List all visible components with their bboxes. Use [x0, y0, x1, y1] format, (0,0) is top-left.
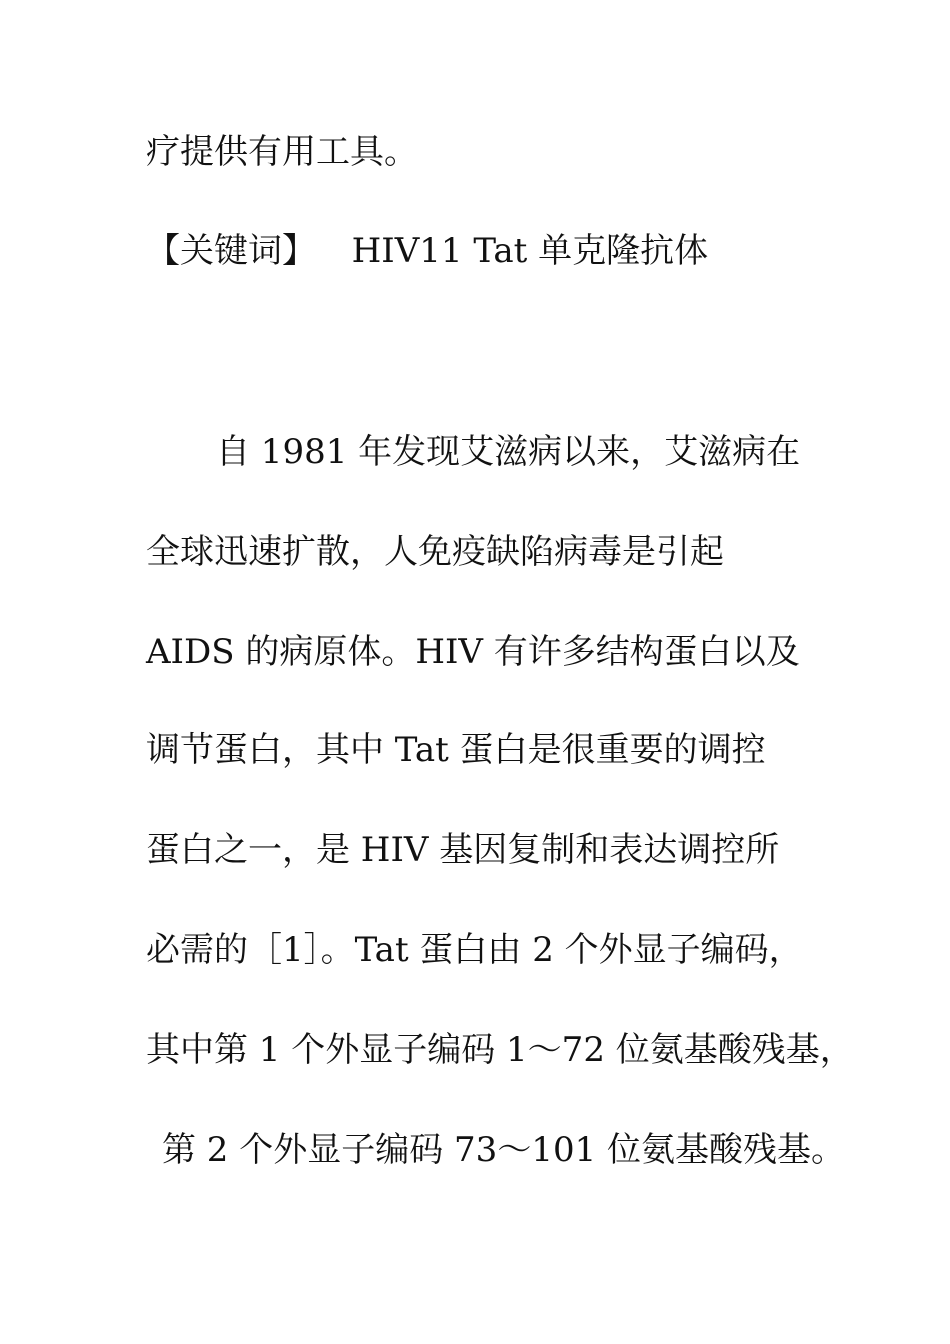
body-line-2: 全球迅速扩散，人免疫缺陷病毒是引起 [146, 532, 724, 572]
abstract-tail-line: 疗提供有用工具。 [146, 132, 418, 172]
body-line-3: AIDS 的病原体。HIV 有许多结构蛋白以及 [146, 632, 800, 672]
body-line-7: 其中第 1 个外显子编码 1～72 位氨基酸残基， [146, 1030, 854, 1070]
keywords-text: HIV11 Tat 单克隆抗体 [351, 231, 709, 271]
body-line-4: 调节蛋白，其中 Tat 蛋白是很重要的调控 [146, 730, 766, 770]
body-line-8: 第 2 个外显子编码 73～101 位氨基酸残基。 [162, 1130, 846, 1170]
keywords-line [146, 231, 708, 271]
body-line-6: 必需的［1］。Tat 蛋白由 2 个外显子编码， [146, 930, 803, 970]
body-line-5: 蛋白之一，是 HIV 基因复制和表达调控所 [146, 830, 780, 870]
keywords-label: 【关键词】 [146, 231, 316, 271]
body-line-1: 自 1981 年发现艾滋病以来，艾滋病在 [216, 432, 801, 472]
